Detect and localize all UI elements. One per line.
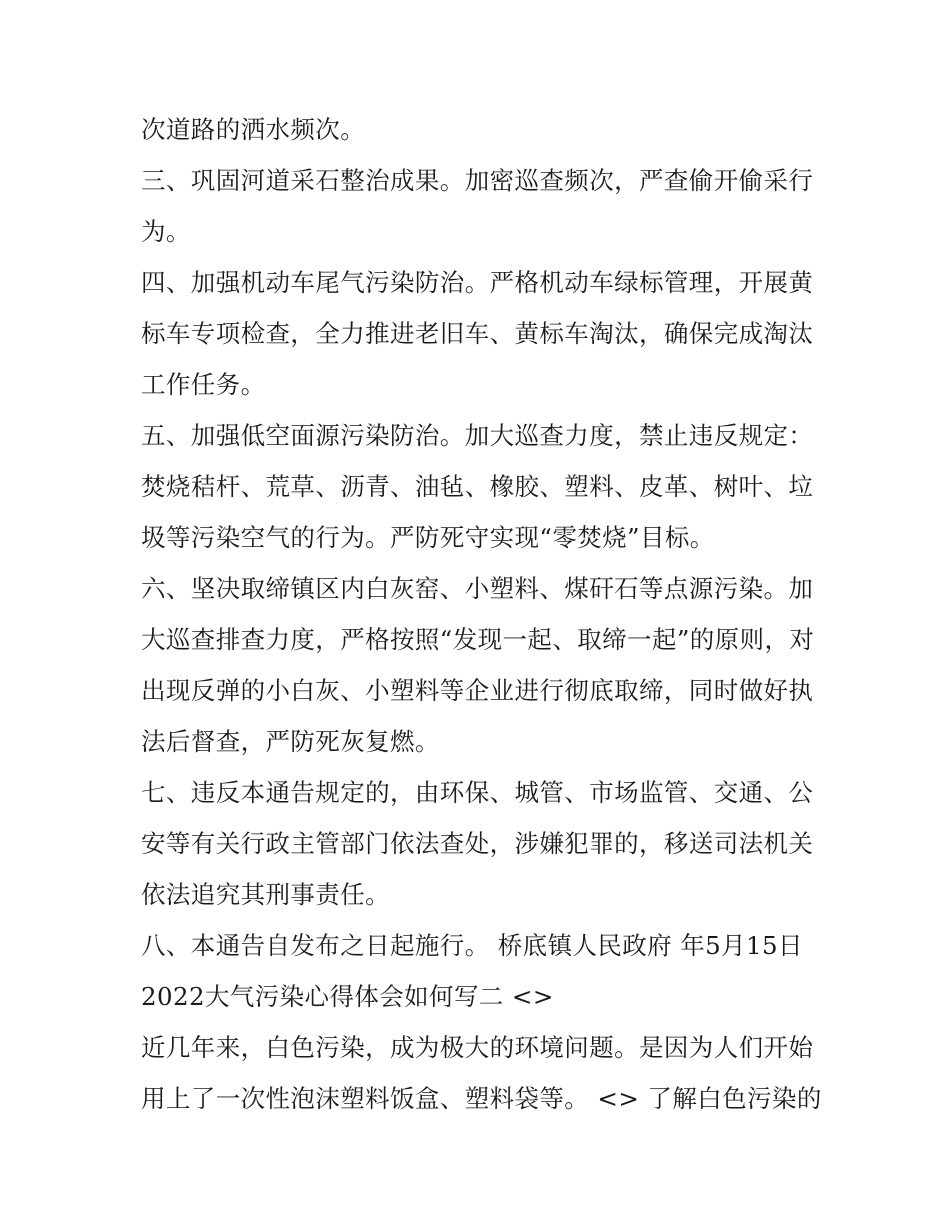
text-line: 四、加强机动车尾气污染防治。严格机动车绿标管理，开展黄 [141,268,814,297]
text-line: 七、违反本通告规定的，由环保、城管、市场监管、交通、公 [141,778,814,807]
text-line: 依法追究其刑事责任。 [141,880,390,909]
text-line: 圾等污染空气的行为。严防死守实现“零焚烧”目标。 [141,523,715,552]
text-line: 用上了一次性泡沫塑料饭盒、塑料袋等。 <> 了解白色污染的 [141,1084,822,1113]
text-line: 八、本通告自发布之日起施行。 桥底镇人民政府 年5月15日 [141,931,803,960]
text-line: 工作任务。 [141,370,266,399]
text-line: 次道路的洒水频次。 [141,115,366,144]
text-line: 近几年来，白色污染，成为极大的环境问题。是因为人们开始 [141,1033,814,1062]
text-line: 安等有关行政主管部门依法查处，涉嫌犯罪的，移送司法机关 [141,829,814,858]
document-body [141,104,821,1124]
section-heading: 2022大气污染心得体会如何写二 <> [141,982,554,1011]
text-line: 五、加强低空面源污染防治。加大巡查力度，禁止违反规定： [141,421,814,450]
text-line: 六、坚决取缔镇区内白灰窑、小塑料、煤矸石等点源污染。加 [141,574,814,603]
text-line: 法后督查，严防死灰复燃。 [141,727,440,756]
text-line: 三、巩固河道采石整治成果。加密巡查频次，严查偷开偷采行 [141,166,814,195]
text-line: 大巡查排查力度，严格按照“发现一起、取缔一起”的原则，对 [141,625,815,654]
text-line: 出现反弹的小白灰、小塑料等企业进行彻底取缔，同时做好执 [141,676,814,705]
text-line: 为。 [141,217,191,246]
text-line: 焚烧秸杆、荒草、沥青、油毡、橡胶、塑料、皮革、树叶、垃 [141,472,814,501]
text-line: 标车专项检查，全力推进老旧车、黄标车淘汰，确保完成淘汰 [141,319,814,348]
